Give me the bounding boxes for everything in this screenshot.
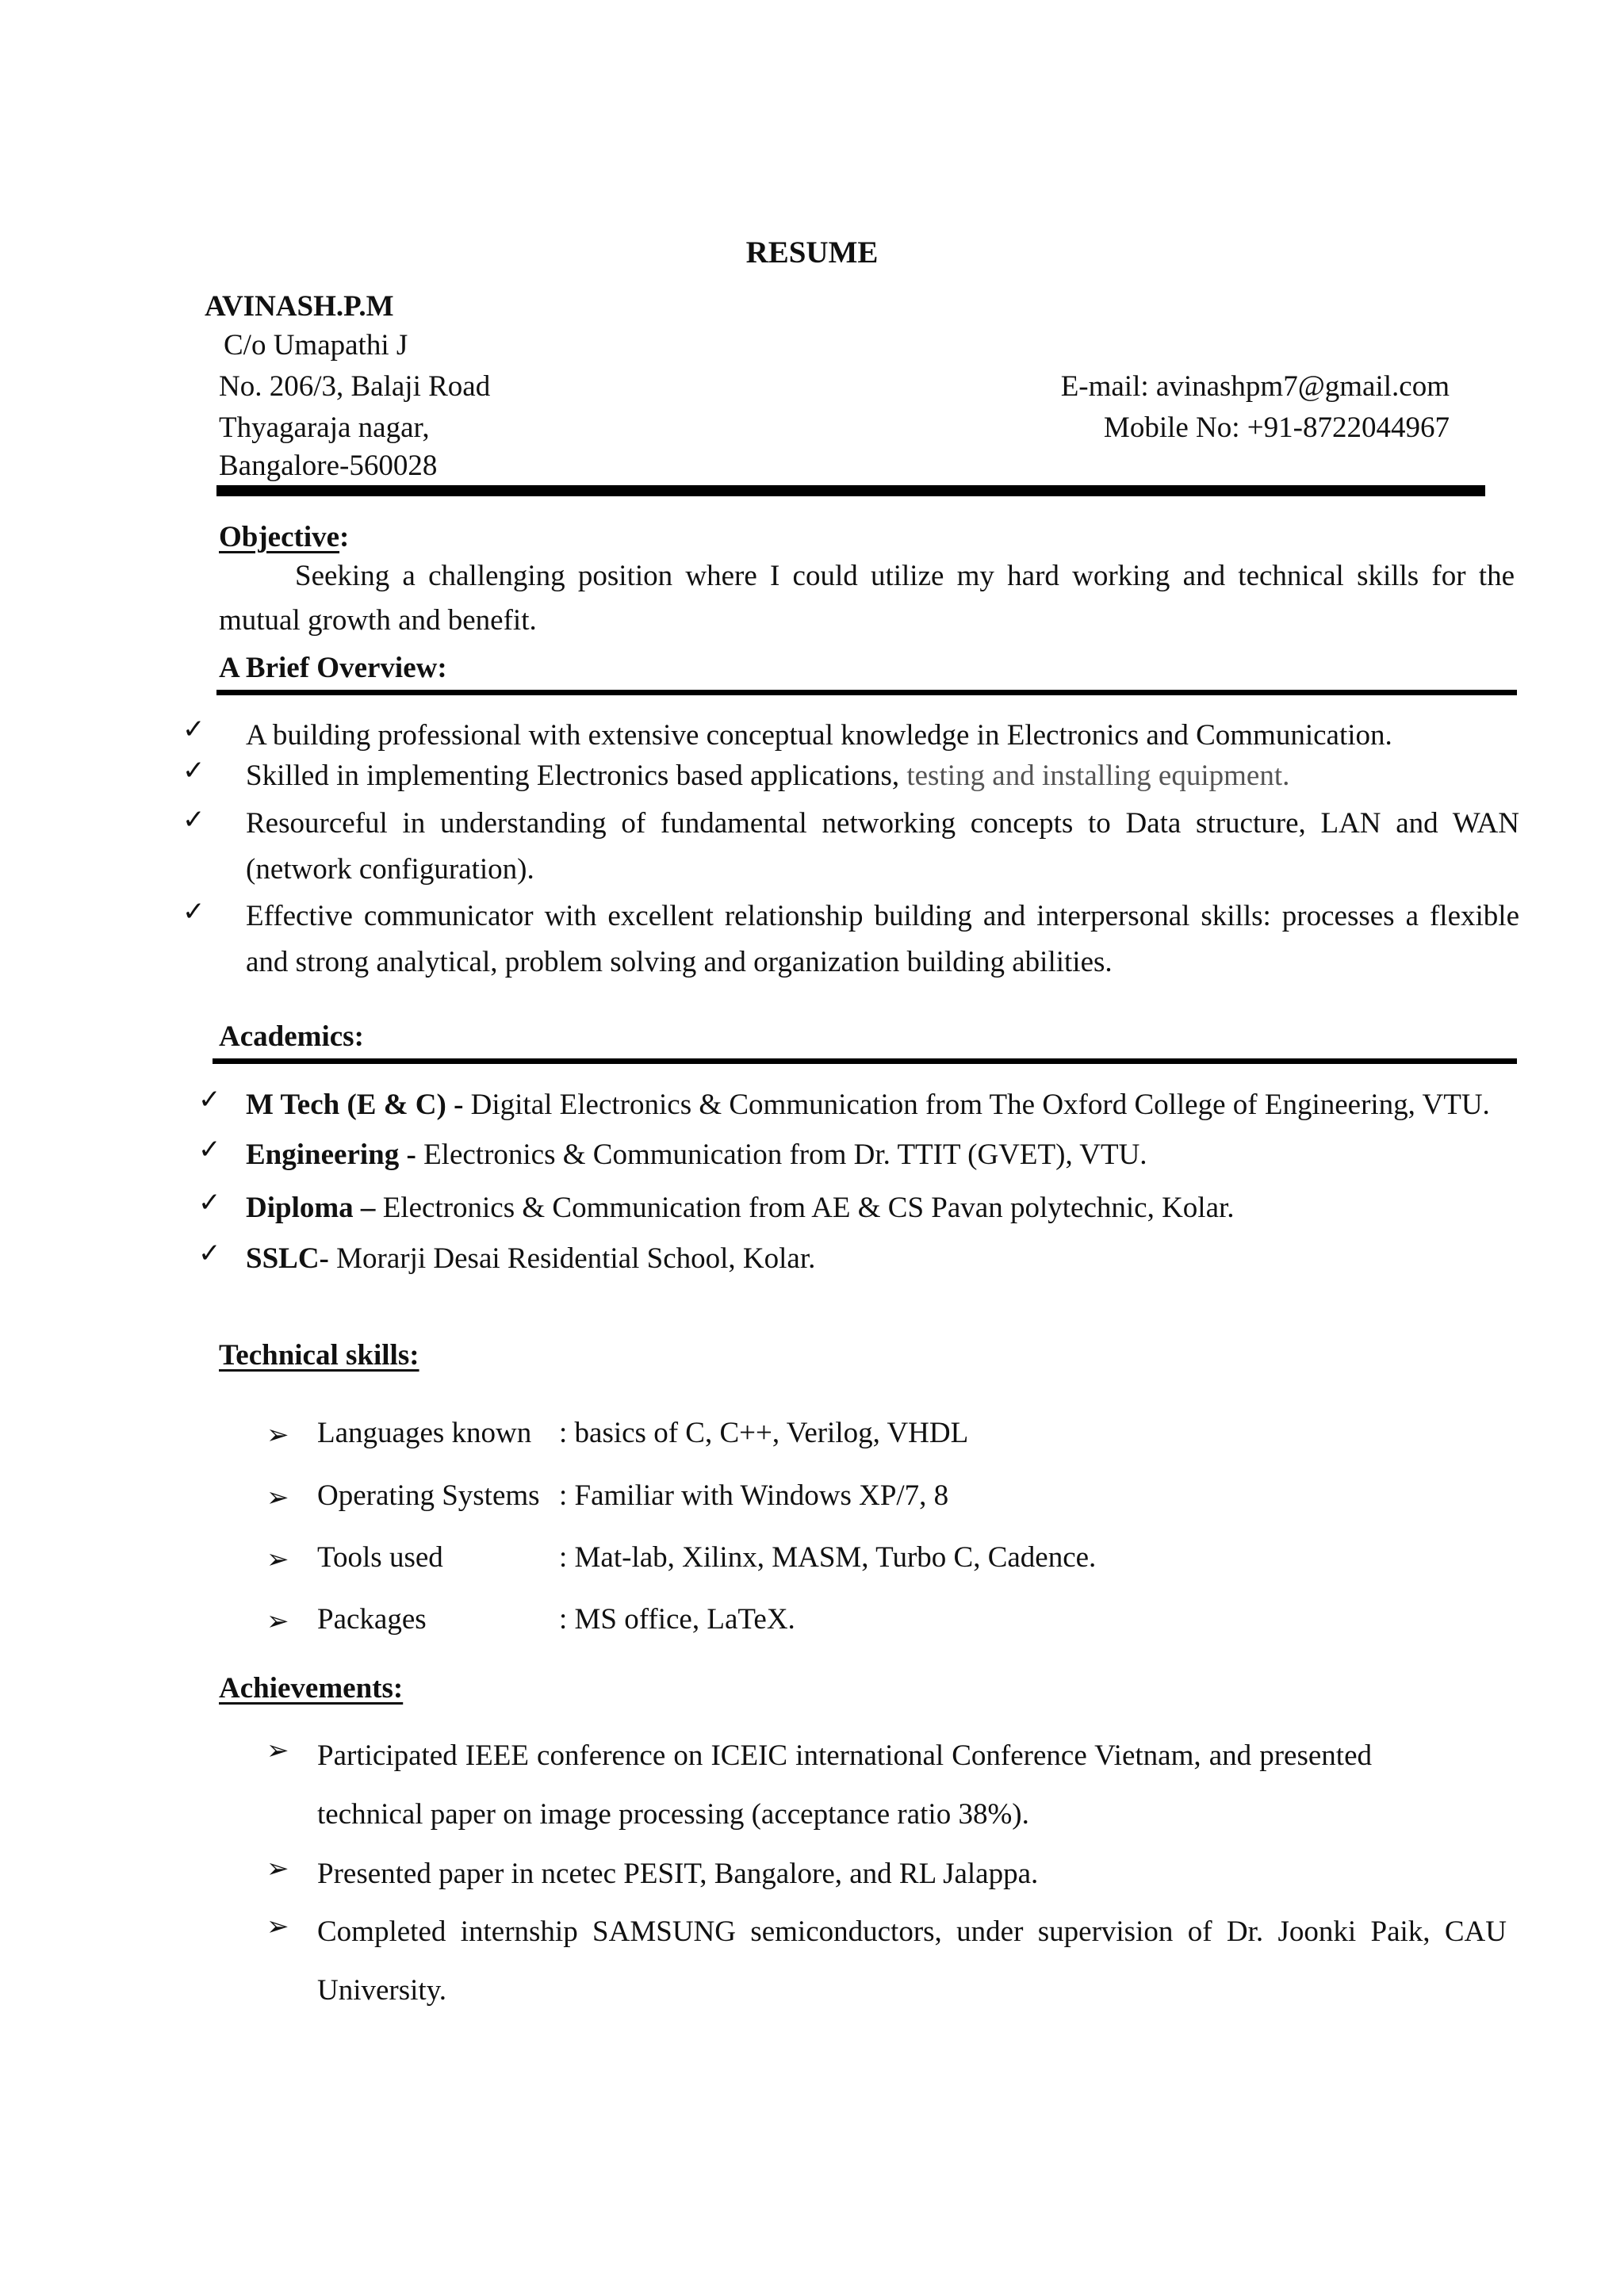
skill-value-tools: : Mat-lab, Xilinx, MASM, Turbo C, Cadence.	[559, 1541, 1097, 1574]
academics-item-mtech: M Tech (E & C) - Digital Electronics & Communication from The Oxford College of Engineering, VTU.	[246, 1089, 1490, 1121]
arrow-bullet-icon: ➢	[266, 1853, 289, 1885]
check-mark-icon: ✓	[182, 896, 205, 928]
overview-heading: A Brief Overview:	[219, 652, 447, 684]
overview-item-2: Skilled in implementing Electronics based applications, testing and installing equipment.	[246, 760, 1290, 792]
skill-value-languages: : basics of C, C++, Verilog, VHDL	[559, 1417, 969, 1449]
overview-item-4: Effective communicator with excellent relationship building and interpersonal skills: processes a flexible and strong analytical, problem solving and organization building abilities.	[246, 900, 1519, 978]
academics-divider	[213, 1058, 1517, 1064]
check-mark-icon: ✓	[198, 1187, 221, 1219]
arrow-bullet-icon: ➢	[266, 1605, 289, 1637]
arrow-bullet-icon: ➢	[266, 1544, 289, 1575]
overview-item-3: Resourceful in understanding of fundamental networking concepts to Data structure, LAN and WAN (network configuration).	[246, 807, 1519, 886]
arrow-bullet-icon: ➢	[266, 1911, 289, 1942]
address-line-3: Thyagaraja nagar,	[219, 411, 430, 444]
academics-heading: Academics:	[219, 1020, 364, 1053]
address-line-4: Bangalore-560028	[219, 450, 438, 482]
check-mark-icon: ✓	[198, 1084, 221, 1115]
achievement-item-3: Completed internship SAMSUNG semiconductors, under supervision of Dr. Joonki Paik, CAU University.	[317, 1915, 1507, 2007]
skill-label-packages: Packages	[317, 1603, 427, 1636]
overview-item-1: A building professional with extensive conceptual knowledge in Electronics and Communication.	[246, 719, 1392, 752]
achievement-item-1: Participated IEEE conference on ICEIC international Conference Vietnam, and presented technical paper on image processing (acceptance ratio 38%).	[317, 1739, 1372, 1831]
address-line-2: No. 206/3, Balaji Road	[219, 370, 491, 403]
academics-item-sslc: SSLC- Morarji Desai Residential School, Kolar.	[246, 1242, 816, 1275]
check-mark-icon: ✓	[182, 755, 205, 786]
candidate-name: AVINASH.P.M	[205, 290, 394, 323]
header-divider	[216, 485, 1485, 496]
academics-item-diploma: Diploma – Electronics & Communication from AE & CS Pavan polytechnic, Kolar.	[246, 1192, 1235, 1224]
objective-heading: Objective:	[219, 521, 350, 553]
overview-divider	[216, 690, 1517, 695]
objective-text: Seeking a challenging position where I could utilize my hard working and technical skills for the mutual growth and benefit.	[219, 560, 1515, 637]
achievements-heading: Achievements:	[219, 1672, 404, 1705]
arrow-bullet-icon: ➢	[266, 1482, 289, 1513]
check-mark-icon: ✓	[198, 1238, 221, 1269]
skill-label-languages: Languages known	[317, 1417, 532, 1449]
mobile-text: Mobile No: +91-8722044967	[1103, 411, 1450, 444]
arrow-bullet-icon: ➢	[266, 1735, 289, 1766]
skill-label-tools: Tools used	[317, 1541, 443, 1574]
arrow-bullet-icon: ➢	[266, 1419, 289, 1451]
achievement-item-2: Presented paper in ncetec PESIT, Bangalore, and RL Jalappa.	[317, 1858, 1039, 1890]
skill-label-os: Operating Systems	[317, 1479, 540, 1512]
check-mark-icon: ✓	[198, 1134, 221, 1165]
check-mark-icon: ✓	[182, 714, 205, 745]
check-mark-icon: ✓	[182, 804, 205, 836]
page-title: RESUME	[745, 235, 879, 270]
skill-value-packages: : MS office, LaTeX.	[559, 1603, 795, 1636]
skill-value-os: : Familiar with Windows XP/7, 8	[559, 1479, 949, 1512]
email-text: E-mail: avinashpm7@gmail.com	[1060, 370, 1450, 403]
technical-heading: Technical skills:	[219, 1339, 419, 1372]
academics-item-engineering: Engineering - Electronics & Communication from Dr. TTIT (GVET), VTU.	[246, 1138, 1147, 1171]
address-line-1: C/o Umapathi J	[224, 329, 408, 362]
